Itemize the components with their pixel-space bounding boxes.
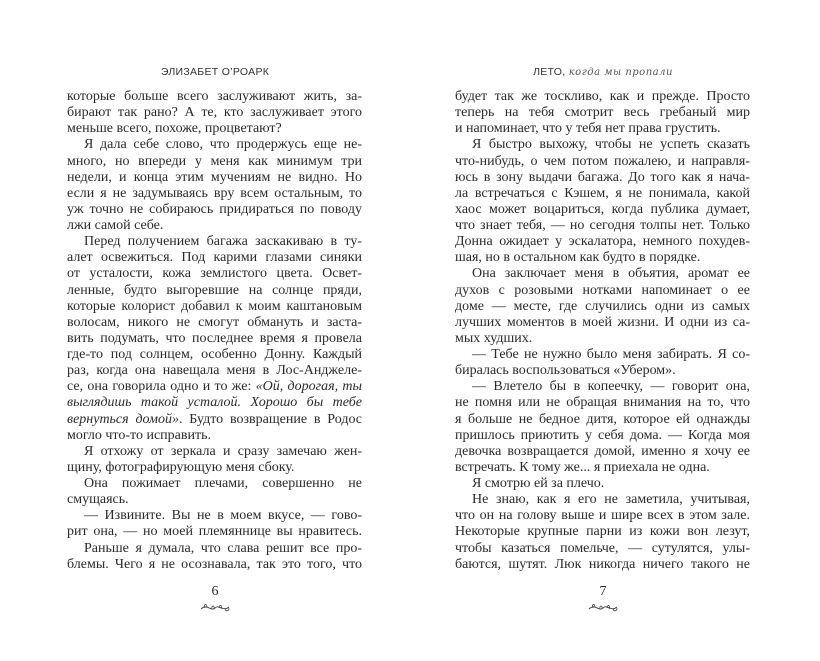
text-line: чтобы казаться помельче, — сутулятся, улы-: [455, 540, 750, 556]
running-head-title: [453, 66, 753, 78]
text-line: волосам, никого не смогут обмануть и заста-: [67, 314, 362, 330]
text-line: я больше не бедное дитя, которое ей однажды: [455, 411, 750, 427]
floral-ornament-icon: [583, 600, 623, 614]
body-text: [67, 89, 362, 573]
text-line: Она заключает меня в объятия, аромат ее: [472, 266, 750, 282]
text-line: где-то под солнцем, особенно Донну. Каждый: [67, 347, 362, 362]
text-line: Я быстро выхожу, чтобы не успеть сказать: [472, 137, 750, 153]
text-line: Некоторые крупные парни из кожи вон лезут,: [455, 524, 750, 540]
text-line: что он на голову выше и шире всех в этом зале.: [455, 508, 750, 524]
text-line: хаос может воцариться, когда публика думает,: [455, 201, 750, 217]
text-line: — Извините. Вы не в моем вкусе, — гово-: [84, 508, 362, 524]
text-line: — Влетело бы в копеечку, — говорит она,: [472, 379, 750, 395]
text-line: недели, и конца этим мучениям не видно. Но: [67, 169, 362, 185]
text-line: что знает тебя, — но сегодня толпы нет. Только: [455, 218, 750, 233]
body-text: [455, 89, 750, 573]
text-line: и напоминает, что у тебя нет права грустить.: [455, 121, 721, 137]
text-line: се, она говорила одно и то же: «Ой, дорогая, ты: [67, 379, 362, 395]
text-line: лучших моментов в моей жизни. И одни из са-: [455, 314, 750, 330]
text-line: блемы. Чего я не осознавала, так это того, что: [67, 556, 362, 572]
text-line: Раньше я думала, что слава решит все про-: [84, 540, 362, 556]
text-line: биралась воспользоваться «Убером».: [455, 363, 676, 379]
text-line: будет так же тоскливо, как и прежде. Просто: [455, 89, 750, 104]
page-number: 6: [211, 584, 219, 599]
floral-ornament-icon: [195, 600, 235, 614]
title-caps: ЛЕТО,: [533, 66, 566, 78]
text-line: что-нибудь, о чем потом пожалею, и направля-: [455, 153, 750, 169]
text-line: ленные, будто выгоревшие на солнце пряди,: [67, 282, 362, 298]
text-line: Я дала себе слово, что продержусь еще не-: [84, 137, 362, 153]
text-line: смущаясь.: [67, 492, 129, 508]
text-line: щину, фотографирующую меня сбоку.: [67, 459, 295, 475]
text-line: мых худших.: [455, 330, 533, 346]
text-line: если я не задумываясь вру всем остальным, то: [67, 185, 362, 201]
text-line: доме — месте, где случились одни из самых: [455, 298, 750, 314]
text-line: меньше всего, похоже, процветают?: [67, 121, 282, 137]
text-line: уж точно не собираюсь придираться по поводу: [67, 201, 362, 217]
italic-quote: выглядишь такой усталой. Хорошо бы тебе: [67, 395, 362, 411]
text-line: — Тебе не нужно было меня забирать. Я со-: [472, 347, 750, 362]
running-head-author: ЭЛИЗАБЕТ О’РОАРК: [160, 66, 270, 78]
text-line: Я отхожу от зеркала и сразу замечаю жен-: [84, 443, 362, 459]
text-line: Я смотрю ей за плечо.: [472, 476, 605, 491]
title-script: когда мы пропали: [568, 67, 673, 78]
text-line: Перед получением багажа заскакиваю в ту-: [84, 234, 362, 250]
text-line: ла встречаться с Кэшем, я не понимала, какой: [455, 185, 750, 201]
text-line: могло что-то исправить.: [67, 427, 211, 443]
text-line: которые больше всего заслуживают жить, за-: [67, 89, 362, 104]
text-line: не помня или не обращая внимания на то, что: [455, 395, 750, 411]
text-line: [67, 395, 362, 411]
text-line: много, но впереди у меня как минимум три: [67, 153, 362, 169]
text-line: алет освежиться. Под карими глазами синяки: [67, 250, 362, 266]
text-line: шая, но в остальном как будто в порядке.: [455, 250, 701, 266]
text-line: вить подумать, что последнее время я провела: [67, 330, 362, 346]
right-page: [410, 0, 820, 661]
text-line: Не знаю, как я его не заметила, учитывая,: [472, 492, 750, 508]
text-line: лжи самой себе.: [67, 218, 164, 233]
text-line: девочка возвращается домой, именно я хочу ее: [455, 443, 750, 459]
text-line: теперь на тебя смотрит весь гребаный мир: [455, 105, 750, 121]
text-line: духов с розовыми нотками напоминает о ее: [455, 282, 750, 298]
text-line: раз, когда она навещала меня в Лос-Анджеле-: [67, 363, 362, 379]
text-line: рит она, — но моей племяннице вы нравитесь.: [67, 524, 362, 540]
italic-quote: «Ой, дорогая, ты: [255, 379, 362, 395]
text-line: юсь в зону выдачи багажа. До того как я нача-: [455, 169, 750, 185]
italic-quote: вернуться домой»: [67, 411, 179, 427]
text-line: встречать. К тому же... я приехала не одна.: [455, 459, 710, 475]
text-line: Она пожимает плечами, совершенно не: [84, 476, 362, 491]
text-line: вернуться домой». Будто возвращение в Родос: [67, 411, 363, 427]
text-line: баются, шутят. Люк никогда ничего такого не: [455, 556, 750, 572]
page-number: 7: [599, 584, 607, 599]
text-line: которые колорист добавил к моим каштановым: [67, 298, 362, 314]
text-line: пришлось приютить у себя дома. — Когда моя: [455, 427, 750, 443]
text-line: Донна ожидает у эскалатора, немного похудев-: [455, 234, 750, 250]
text-line: от усталости, кожа землистого цвета. Освет-: [67, 266, 362, 282]
text-line: бирают так рано? А те, кто заслуживает этого: [67, 105, 362, 121]
